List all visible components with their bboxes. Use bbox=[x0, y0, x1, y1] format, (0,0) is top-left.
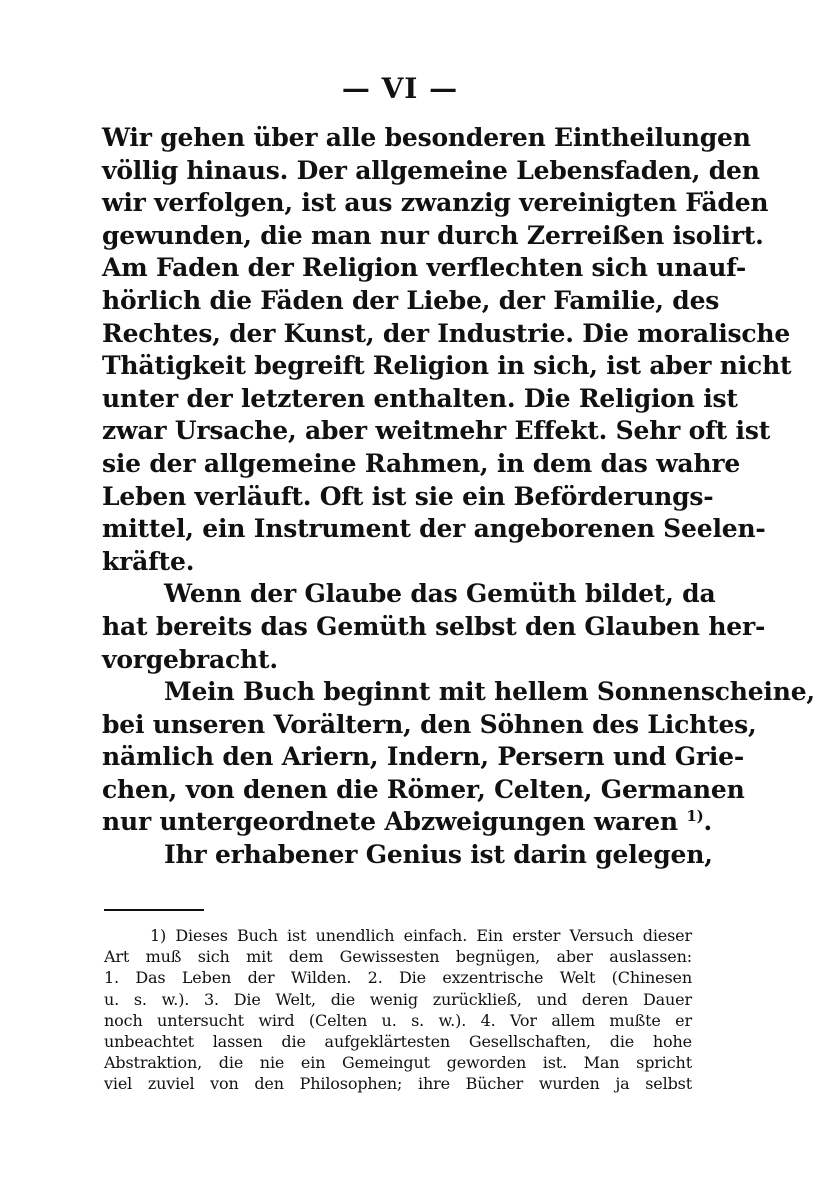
text-line: chen, von denen die Römer, Celten, Germanen bbox=[102, 774, 745, 804]
text-line: kräfte. bbox=[102, 546, 195, 576]
footnote-line: 1) Dieses Buch ist unendlich einfach. Ein erster Versuch dieser bbox=[150, 926, 692, 945]
footnote-line: viel zuviel von den Philosophen; ihre Bücher wurden ja selbst bbox=[104, 1074, 692, 1094]
text-line: völlig hinaus. Der allgemeine Lebensfaden, den bbox=[102, 155, 760, 185]
footnote-line: u. s. w.). 3. Die Welt, die wenig zurückließ, und deren Dauer bbox=[104, 989, 692, 1009]
text-line: Am Faden der Religion verflechten sich unauf- bbox=[102, 253, 747, 283]
text-line: Ihr erhabener Genius ist darin gelegen, bbox=[164, 840, 713, 870]
text-line: zwar Ursache, aber weitmehr Effekt. Sehr oft ist bbox=[102, 416, 771, 446]
text-line: hat bereits das Gemüth selbst den Glauben her- bbox=[102, 611, 766, 641]
text-line-content: nur untergeordnete Abzweigungen waren bbox=[102, 807, 678, 837]
footnote-line: 1. Das Leben der Wilden. 2. Die exzentrische Welt (Chinesen bbox=[104, 968, 692, 988]
footnote-line: Art muß sich mit dem Gewissesten begnügen, aber auslassen: bbox=[104, 947, 692, 967]
text-line: wir verfolgen, ist aus zwanzig vereinigten Fäden bbox=[102, 188, 769, 218]
text-line: unter der letzteren enthalten. Die Religion ist bbox=[102, 383, 738, 413]
text-line: Wenn der Glaube das Gemüth bildet, da bbox=[164, 579, 716, 609]
text-line: hörlich die Fäden der Liebe, der Familie, des bbox=[102, 285, 720, 315]
text-line: nämlich den Ariern, Indern, Persern und Grie- bbox=[102, 742, 745, 772]
page-number: — VI — bbox=[341, 72, 459, 105]
footnote-line: noch untersucht wird (Celten u. s. w.). 4. Vor allem mußte er bbox=[104, 1010, 692, 1030]
text-line: Wir gehen über alle besonderen Eintheilungen bbox=[102, 123, 751, 152]
text-line: Leben verläuft. Oft ist sie ein Beförderungs- bbox=[102, 481, 714, 511]
text-line: Thätigkeit begreift Religion in sich, ist aber nicht bbox=[102, 351, 792, 381]
footnote-divider bbox=[104, 909, 204, 911]
text-line: sie der allgemeine Rahmen, in dem das wahre bbox=[102, 448, 741, 478]
text-line: Mein Buch beginnt mit hellem Sonnenscheine, bbox=[164, 677, 815, 707]
text-line: gewunden, die man nur durch Zerreißen isolirt. bbox=[102, 220, 764, 250]
text-line-with-footnote: nur untergeordnete Abzweigungen waren $^{1)}$. bbox=[102, 807, 712, 837]
text-line: vorgebracht. bbox=[102, 644, 278, 674]
text-line: mittel, ein Instrument der angeborenen Seelen- bbox=[102, 514, 766, 544]
footnote-line: Abstraktion, die nie ein Gemeingut geworden ist. Man spricht bbox=[104, 1053, 692, 1073]
footnote-reference: 1) bbox=[686, 807, 704, 826]
footnote bbox=[104, 925, 692, 1095]
body-text bbox=[102, 122, 815, 872]
footnote-line: unbeachtet lassen die aufgeklärtesten Gesellschaften, die hohe bbox=[104, 1031, 692, 1051]
text-line: Rechtes, der Kunst, der Industrie. Die moralische bbox=[102, 318, 791, 348]
text-line: bei unseren Vorältern, den Söhnen des Lichtes, bbox=[102, 709, 757, 739]
